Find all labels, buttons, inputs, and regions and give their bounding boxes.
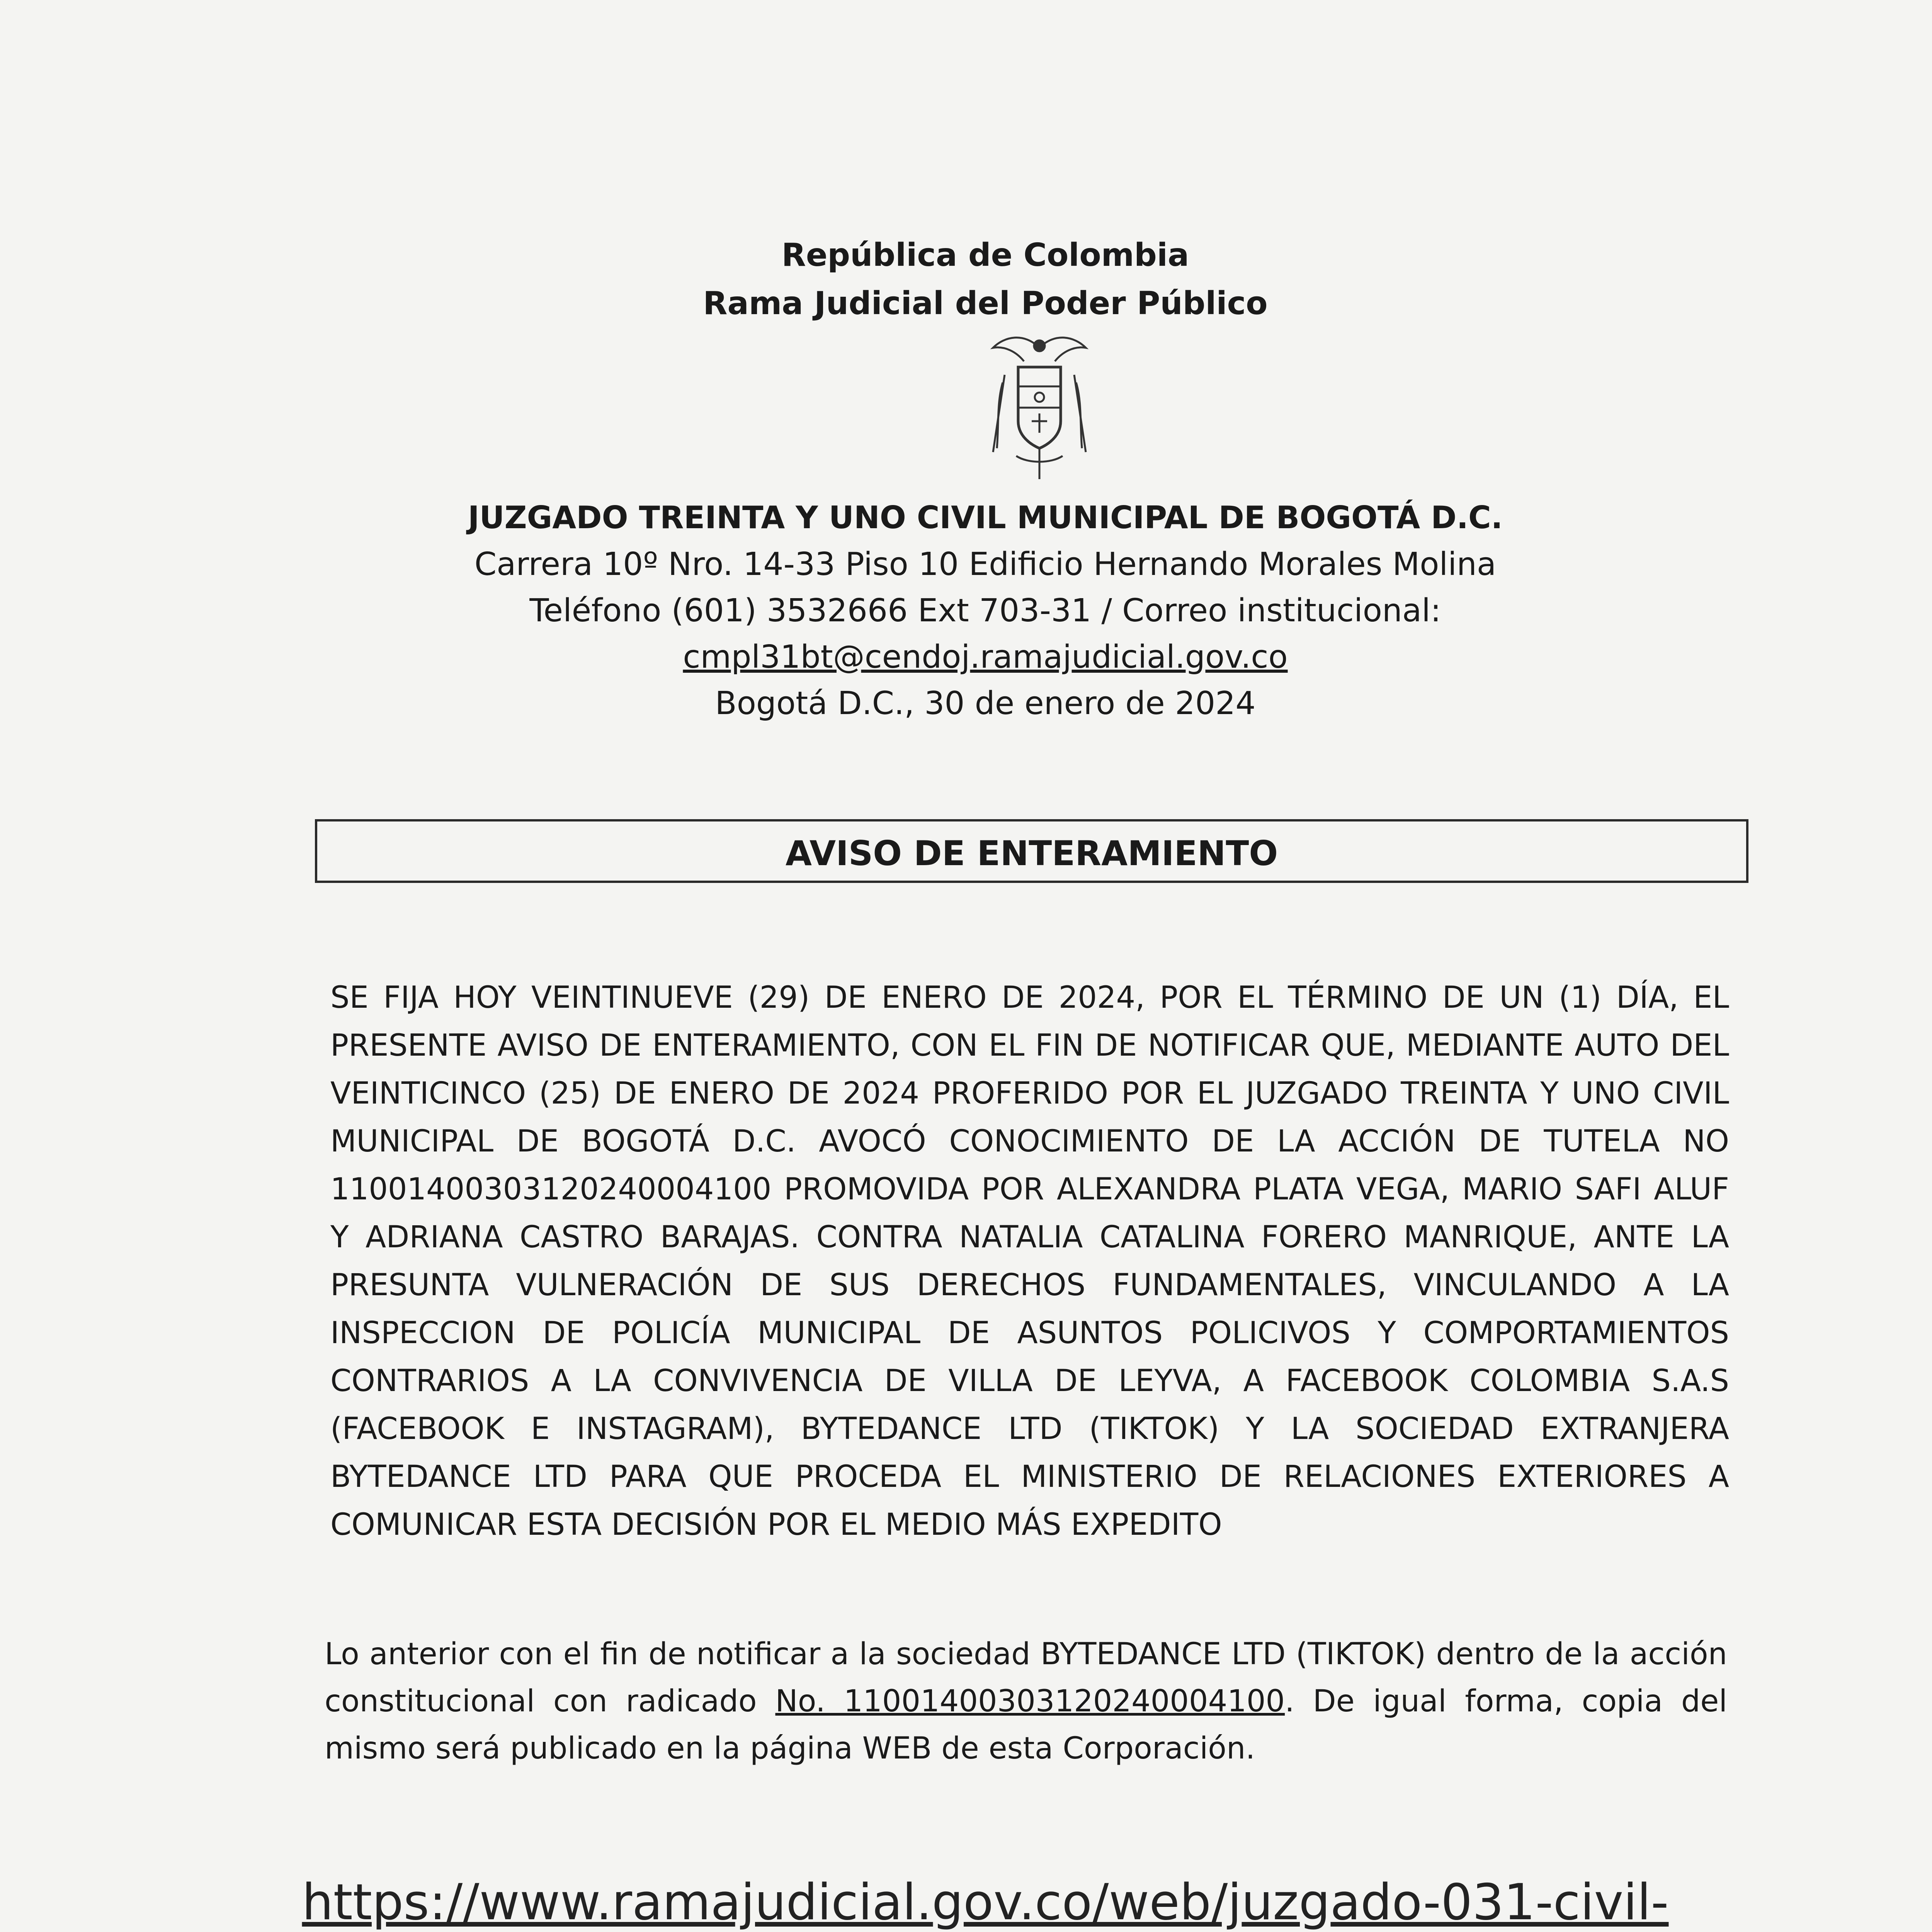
court-address: Carrera 10º Nro. 14-33 Piso 10 Edificio Hernando Morales Molina — [474, 546, 1497, 583]
radicado-number: No. 11001400303120240004100 — [775, 1684, 1285, 1719]
court-name: JUZGADO TREINTA Y UNO CIVIL MUNICIPAL DE BOGOTÁ D.C. — [468, 500, 1503, 536]
institutional-email-link[interactable]: cmpl31bt@cendoj.ramajudicial.gov.co — [683, 639, 1288, 675]
web-url-line-1[interactable]: https://www.ramajudicial.gov.co/web/juzgado-031-civil- — [302, 1874, 1669, 1931]
court-phone: Teléfono (601) 3532666 Ext 703-31 / Correo institucional: — [529, 592, 1441, 629]
followup-paragraph — [325, 1631, 1727, 1772]
notice-body: SE FIJA HOY VEINTINUEVE (29) DE ENERO DE 2024, POR EL TÉRMINO DE UN (1) DÍA, EL PRESENTE AVISO DE ENTERAMIENTO, CON EL FIN DE NOTIFICAR QUE, MEDIANTE AUTO DEL VEINTICINCO (25) DE ENERO DE 2024 PROFERIDO POR EL JUZGADO TREINTA Y UNO CIVIL MUNICIPAL DE BOGOTÁ D.C. AVOCÓ CONOCIMIENTO DE LA ACCIÓN DE TUTELA NO 11001400303120240004100 PROMOVIDA POR ALEXANDRA PLATA VEGA, MARIO SAFI ALUF Y ADRIANA CASTRO BARAJAS. CONTRA NATALIA CATALINA FORERO MANRIQUE, ANTE LA PRESUNTA VULNERACIÓN DE SUS DERECHOS FUNDAMENTALES, VINCULANDO A LA INSPECCION DE POLICÍA MUNICIPAL DE ASUNTOS POLICIVOS Y COMPORTAMIENTOS CONTRARIOS A LA CONVIVENCIA DE VILLA DE LEYVA, A FACEBOOK COLOMBIA S.A.S (FACEBOOK E INSTAGRAM), BYTEDANCE LTD (TIKTOK) Y LA SOCIEDAD EXTRANJERA BYTEDANCE LTD PARA QUE PROCEDA EL MINISTERIO DE RELACIONES EXTERIORES A COMUNICAR ESTA DECISIÓN POR EL MEDIO MÁS EXPEDITO — [330, 980, 1729, 1542]
followup-text-2: . De igual forma, copia del mismo será publicado en la página WEB de esta Corporación. — [325, 1684, 1727, 1766]
followup-text-1: Lo anterior con el fin de notificar a la sociedad BYTEDANCE LTD (TIKTOK) dentro de la acción constitucional con radicado — [325, 1637, 1727, 1719]
document-title: AVISO DE ENTERAMIENTO — [785, 833, 1278, 873]
colombia-coat-of-arms-icon — [981, 325, 1097, 487]
header-country: República de Colombia — [781, 237, 1189, 274]
document-date: Bogotá D.C., 30 de enero de 2024 — [715, 685, 1256, 722]
title-box — [315, 819, 1748, 883]
header-branch: Rama Judicial del Poder Público — [703, 285, 1268, 322]
